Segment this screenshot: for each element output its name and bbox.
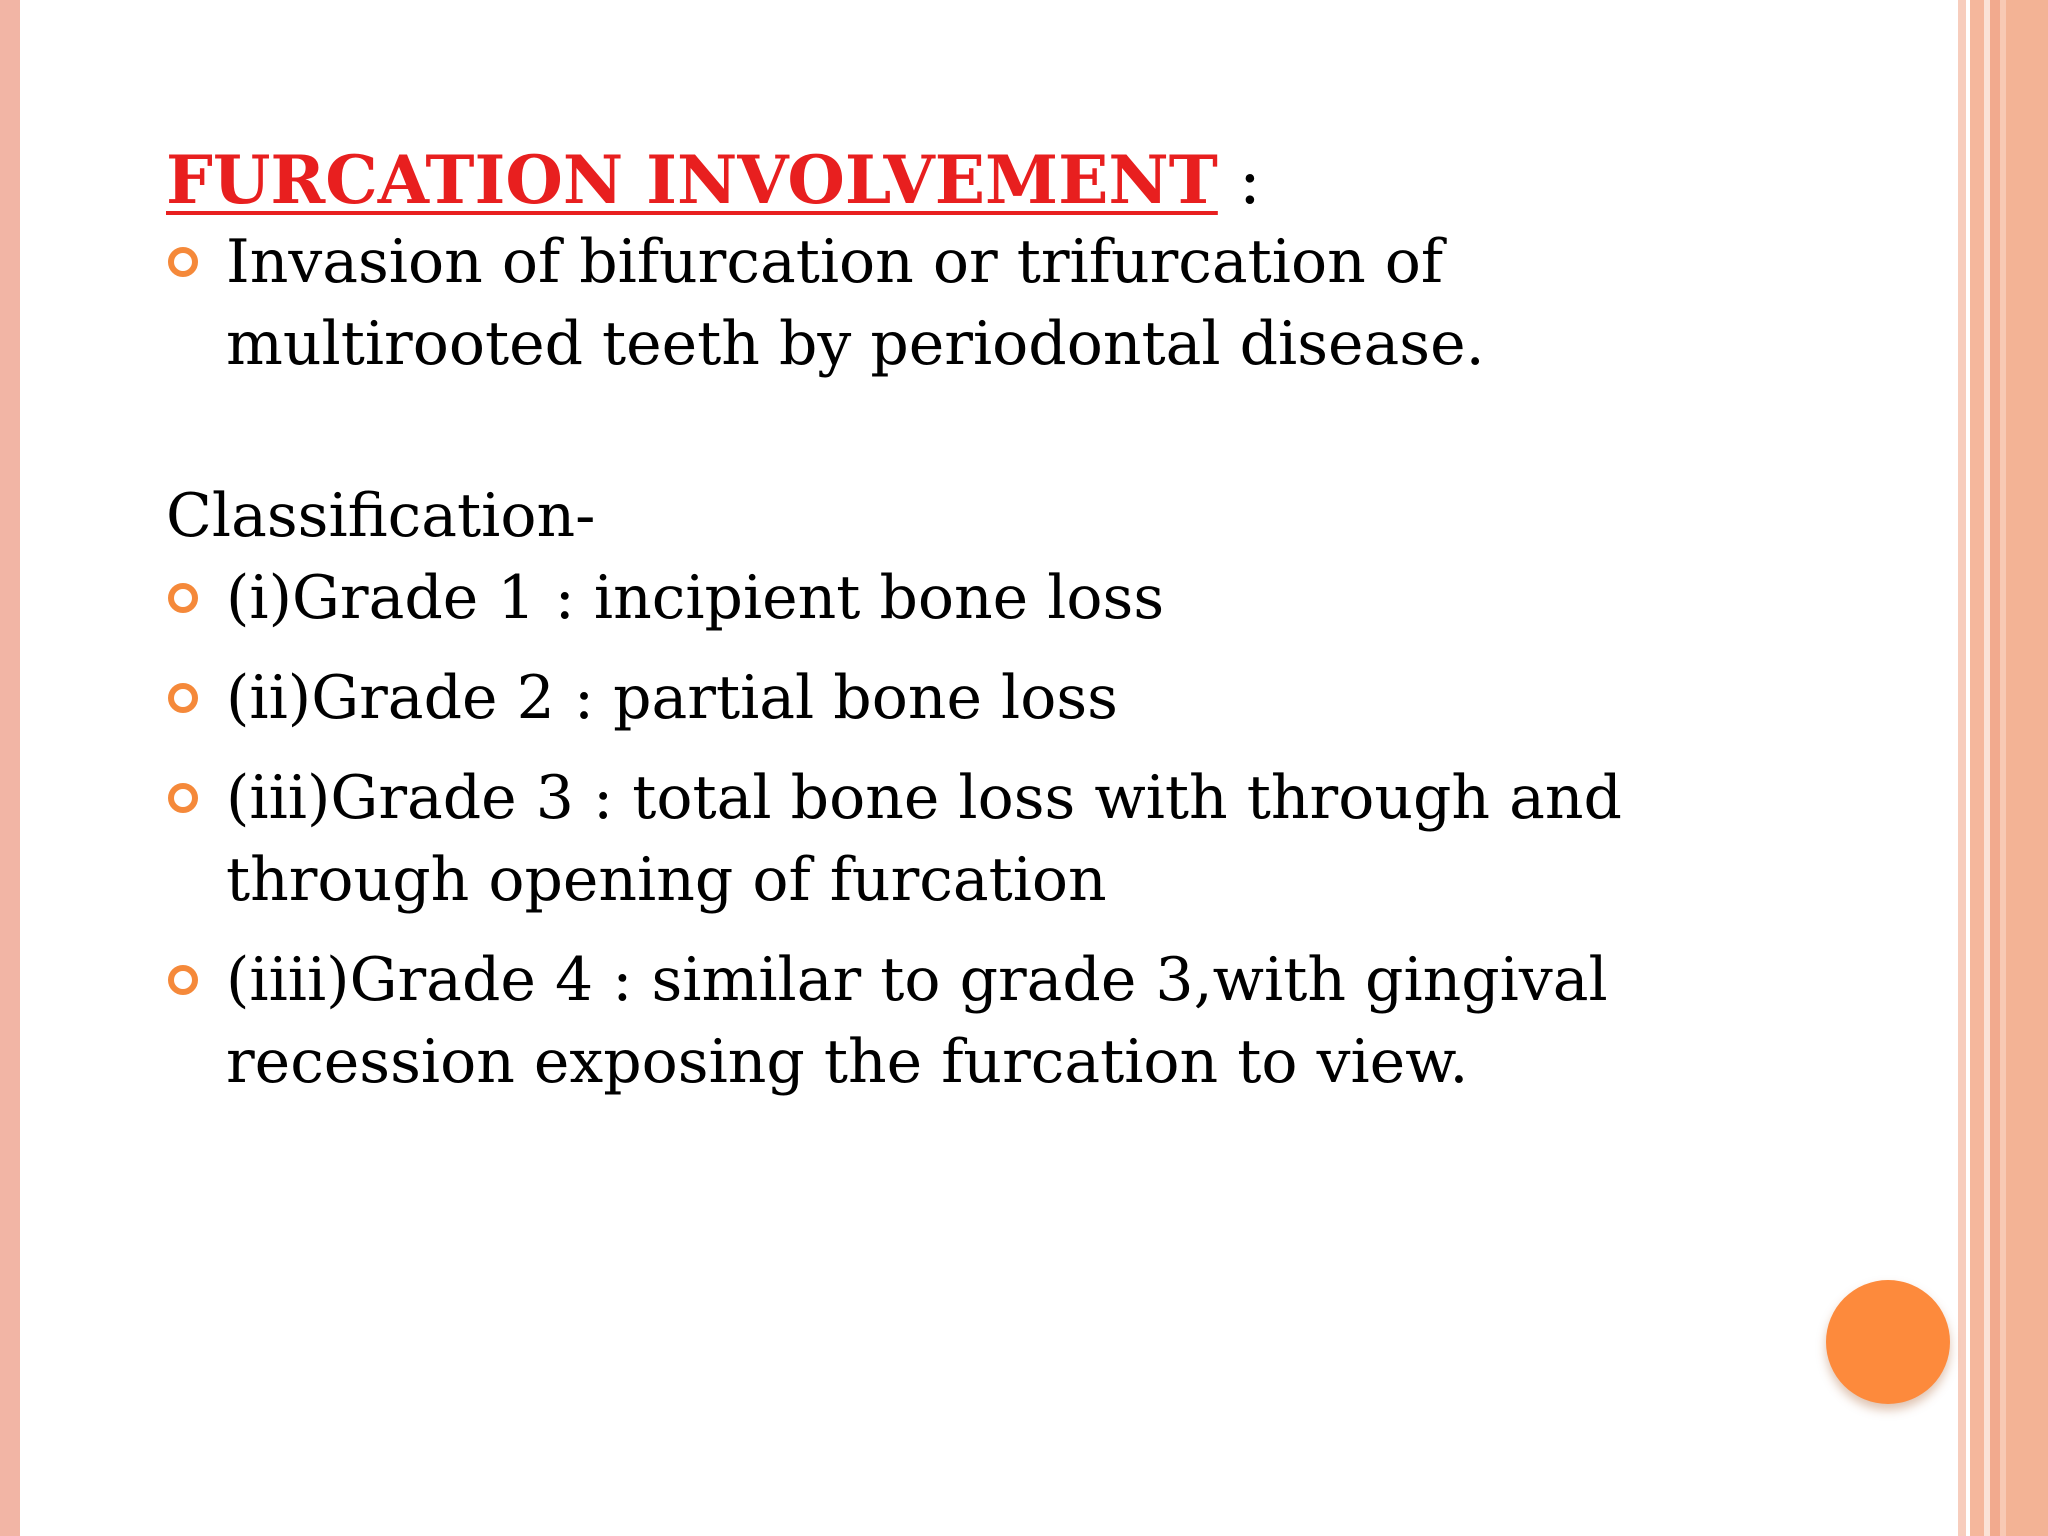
heading-colon: :	[1217, 142, 1262, 219]
right-border-band	[1958, 0, 1966, 1536]
definition-line-2: multirooted teeth by periodontal disease.	[226, 309, 1485, 379]
grade-item-3	[166, 757, 1766, 921]
slide-title	[166, 140, 1766, 221]
right-border-band	[1990, 0, 2000, 1536]
grade-1-text: (i)Grade 1 : incipient bone loss	[226, 563, 1165, 633]
grade-4-text-line-1: (iiii)Grade 4 : similar to grade 3,with gingival	[226, 945, 1608, 1015]
grade-item-2	[166, 657, 1766, 739]
grade-item-4	[166, 939, 1766, 1103]
grade-4-text-line-2: recession exposing the furcation to view.	[226, 1027, 1469, 1097]
definition-line-1: Invasion of bifurcation or trifurcation of	[226, 227, 1444, 297]
grade-item-1	[166, 557, 1766, 639]
right-border-band	[1970, 0, 1984, 1536]
grade-2-text: (ii)Grade 2 : partial bone loss	[226, 663, 1118, 733]
grade-3-text-line-2: through opening of furcation	[226, 845, 1107, 915]
bullet-circle-icon	[168, 783, 198, 813]
grade-3-text-line-1: (iii)Grade 3 : total bone loss with through and	[226, 763, 1622, 833]
right-border-band	[2006, 0, 2048, 1536]
slide-content	[166, 140, 1766, 1103]
bullet-circle-icon	[168, 965, 198, 995]
classification-label: Classification-	[166, 481, 596, 551]
bullet-circle-icon	[168, 247, 198, 277]
definition-bullet	[166, 221, 1766, 385]
left-border-stripe	[0, 0, 20, 1536]
slide-heading: FURCATION INVOLVEMENT	[166, 141, 1218, 219]
bullet-circle-icon	[168, 683, 198, 713]
decorative-orange-circle	[1826, 1280, 1950, 1404]
bullet-circle-icon	[168, 583, 198, 613]
